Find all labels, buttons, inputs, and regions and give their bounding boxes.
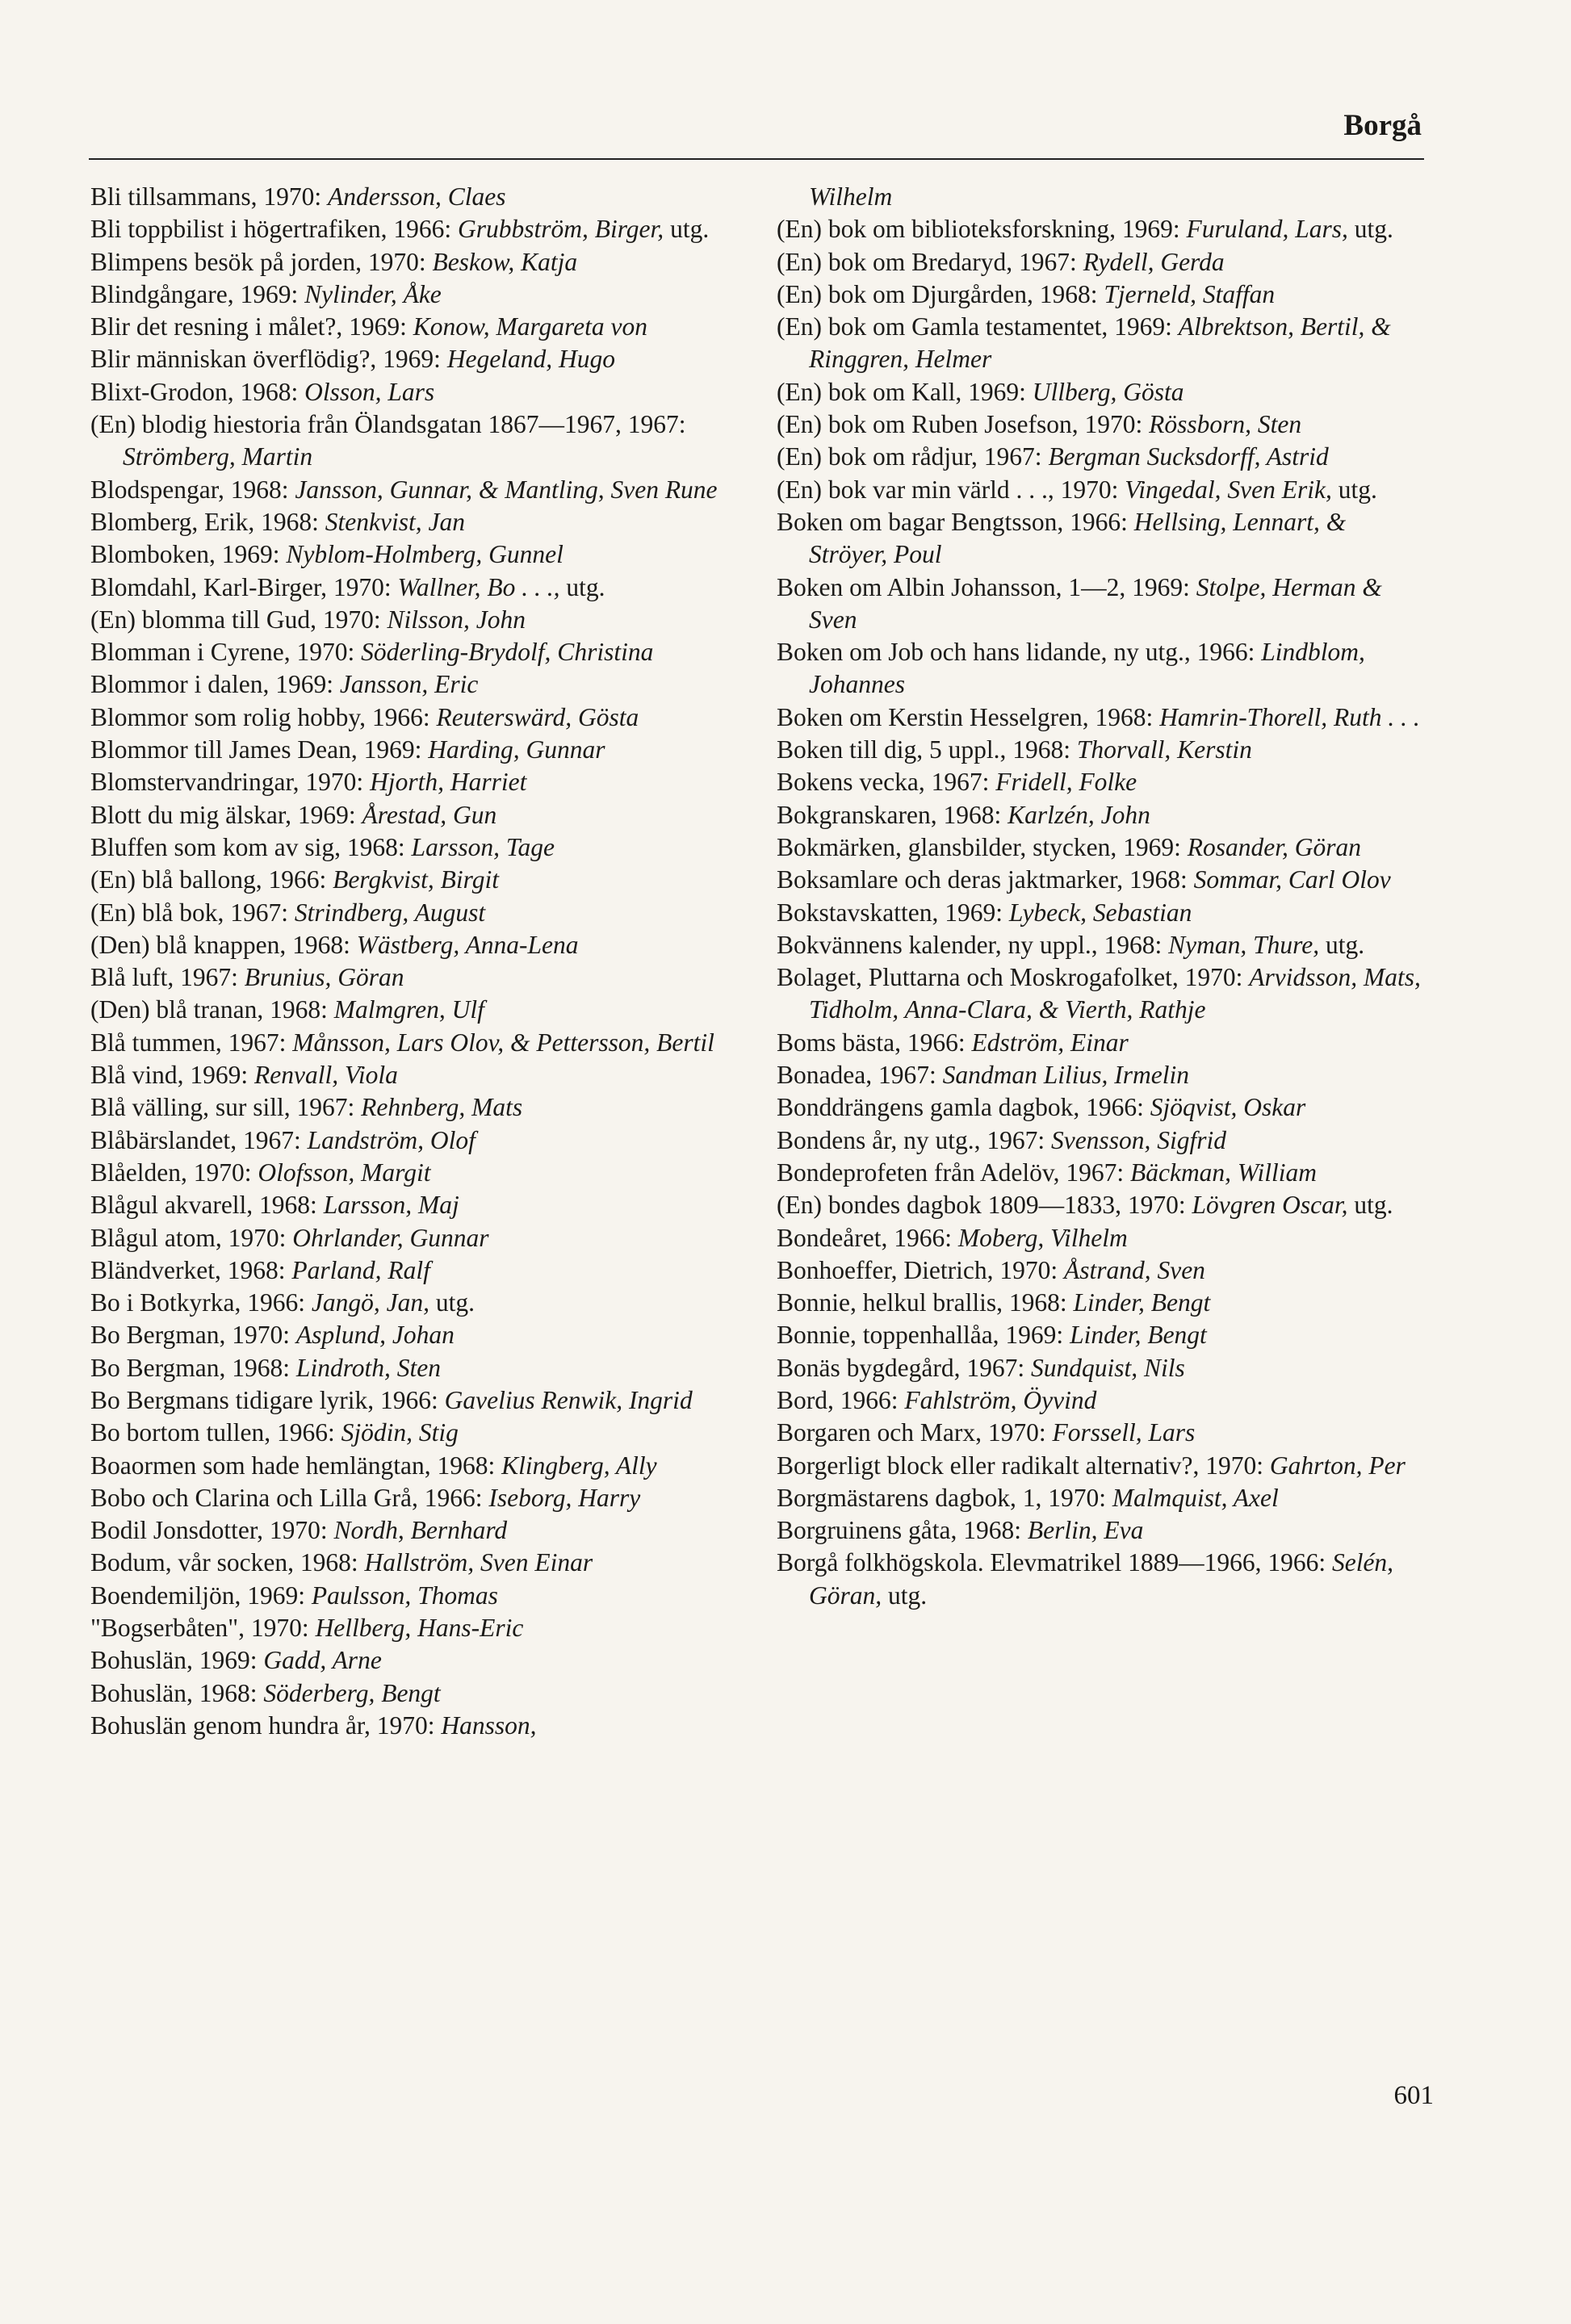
entry-title: Bo bortom tullen, 1966: [90, 1418, 341, 1447]
index-entry [90, 1287, 736, 1319]
header-rule [89, 158, 1424, 160]
index-entry [777, 636, 1422, 701]
entry-author: Hegeland, Hugo [446, 345, 616, 374]
index-entry [777, 572, 1422, 637]
entry-title: (En) bok var min värld . . ., 1970: [777, 475, 1125, 504]
entry-title: Blindgångare, 1969: [90, 279, 305, 308]
entry-title: Borgruinens gåta, 1968: [777, 1516, 1028, 1545]
index-entry [90, 897, 736, 929]
entry-author: Olsson, Lars [304, 377, 435, 406]
entry-author: Sundquist, Nils [1030, 1353, 1185, 1382]
index-entry [777, 408, 1422, 441]
entry-title: Bord, 1966: [777, 1385, 905, 1414]
index-entry [90, 572, 736, 604]
entry-title: Blåbärslandet, 1967: [90, 1125, 308, 1154]
entry-author: Gavelius Renwik, Ingrid [444, 1385, 693, 1414]
entry-author: Malmquist, Axel [1112, 1483, 1279, 1512]
entry-author: Bergman Sucksdorff, Astrid [1048, 442, 1329, 471]
entry-author: Rössborn, Sten [1149, 410, 1302, 439]
entry-title: Blågul atom, 1970: [90, 1223, 293, 1252]
entry-title: Bohuslän, 1968: [90, 1678, 264, 1707]
index-entry [90, 1059, 736, 1091]
entry-title: Boksamlare och deras jaktmarker, 1968: [777, 865, 1194, 894]
entry-author: Fridell, Folke [995, 768, 1137, 797]
index-entry [777, 897, 1422, 929]
entry-author: Malmgren, Ulf [333, 995, 484, 1024]
entry-author: Iseborg, Harry [488, 1483, 641, 1512]
entry-author: Selén, Göran, [809, 1548, 1394, 1610]
entry-title: Blomboken, 1969: [90, 540, 287, 569]
entry-author: Landström, Olof [307, 1125, 475, 1154]
entry-title: Bokvännens kalender, ny uppl., 1968: [777, 930, 1169, 959]
index-entry [777, 1157, 1422, 1189]
entry-author: Berlin, Eva [1027, 1516, 1144, 1545]
entry-title: Blomdahl, Karl-Birger, 1970: [90, 572, 398, 601]
index-entry [777, 474, 1422, 506]
index-entry [777, 1482, 1422, 1514]
index-entry [777, 1514, 1422, 1547]
index-entry [90, 408, 736, 474]
entry-title: Boken till dig, 5 uppl., 1968: [777, 735, 1077, 764]
index-entry [90, 1384, 736, 1417]
entry-author: Åstrand, Sven [1063, 1255, 1205, 1284]
index-entry [90, 474, 736, 506]
index-entry [777, 1124, 1422, 1157]
entry-title: Blågul akvarell, 1968: [90, 1191, 324, 1220]
entry-title: Borgå folkhögskola. Elevmatrikel 1889—1966, 1966: [777, 1548, 1332, 1577]
index-entry [777, 1027, 1422, 1059]
index-entry [90, 1612, 736, 1644]
entry-suffix: utg. [1331, 475, 1377, 504]
entry-title: Borgaren och Marx, 1970: [777, 1418, 1053, 1447]
entry-author: Paulsson, Thomas [311, 1581, 498, 1610]
entry-author: Beskow, Katja [432, 247, 578, 276]
entry-suffix: utg. [429, 1288, 475, 1317]
entry-title: Bluffen som kom av sig, 1968: [90, 832, 412, 861]
index-entry [90, 343, 736, 375]
index-entry [777, 1059, 1422, 1091]
index-entry [90, 636, 736, 668]
entry-author: Tjerneld, Staffan [1104, 279, 1276, 308]
index-entry [90, 1352, 736, 1384]
index-entry [777, 961, 1422, 1027]
entry-author: Larsson, Tage [411, 832, 555, 861]
index-entry [90, 213, 736, 245]
index-entry [90, 961, 736, 994]
entry-author: Larsson, Maj [323, 1191, 459, 1220]
index-entry [90, 1677, 736, 1710]
index-entry [777, 1091, 1422, 1124]
entry-title: Boken om Job och hans lidande, ny utg., 1966: [777, 638, 1262, 667]
entry-title: Bo Bergman, 1970: [90, 1321, 296, 1350]
index-entry [90, 831, 736, 864]
index-entry [90, 1417, 736, 1449]
right-column [777, 181, 1422, 1612]
entry-title: Blir det resning i målet?, 1969: [90, 312, 413, 341]
index-entry [777, 1450, 1422, 1482]
entry-author: Thorvall, Kerstin [1076, 735, 1252, 764]
index-entry [777, 311, 1422, 376]
index-entry [90, 1710, 736, 1742]
entry-suffix: utg. [664, 215, 710, 244]
entry-title: (En) bok om Kall, 1969: [777, 377, 1033, 406]
entry-title: Blixt-Grodon, 1968: [90, 377, 305, 406]
entry-author: Hellsing, Lennart, & Ströyer, Poul [809, 507, 1347, 569]
entry-suffix: utg. [1319, 930, 1365, 959]
entry-title: Bokmärken, glansbilder, stycken, 1969: [777, 832, 1188, 861]
index-entry [777, 701, 1422, 734]
entry-title: (En) bok om Gamla testamentet, 1969: [777, 312, 1179, 341]
index-entry [90, 929, 736, 961]
entry-title: Bonadea, 1967: [777, 1061, 943, 1090]
index-entry [777, 734, 1422, 766]
entry-title: Bli tillsammans, 1970: [90, 182, 329, 211]
entry-author: Söderling-Brydolf, Christina [361, 638, 654, 667]
entry-author: Rydell, Gerda [1083, 247, 1225, 276]
entry-title: Bländverket, 1968: [90, 1255, 292, 1284]
index-entry [90, 376, 736, 408]
index-entry [777, 246, 1422, 278]
entry-title: Blimpens besök på jorden, 1970: [90, 247, 433, 276]
entry-title: Bli toppbilist i högertrafiken, 1966: [90, 215, 458, 244]
entry-title: Blodspengar, 1968: [90, 475, 295, 504]
entry-author: Linder, Bengt [1070, 1321, 1207, 1350]
entry-author: Hellberg, Hans-Eric [315, 1614, 524, 1643]
entry-author: Karlzén, John [1008, 800, 1150, 829]
index-entry [90, 1091, 736, 1124]
entry-suffix: utg. [1347, 215, 1393, 244]
entry-author: Grubbström, Birger, [457, 215, 664, 244]
page-number: 601 [1393, 2081, 1434, 2110]
index-entry [90, 538, 736, 571]
entry-title: (En) blå bok, 1967: [90, 898, 295, 927]
index-entry [777, 1384, 1422, 1417]
entry-title: Bobo och Clarina och Lilla Grå, 1966: [90, 1483, 489, 1512]
entry-title: Boms bästa, 1966: [777, 1028, 972, 1057]
index-entry [90, 1482, 736, 1514]
entry-author: Ullberg, Gösta [1032, 377, 1184, 406]
entry-title: (Den) blå tranan, 1968: [90, 995, 334, 1024]
entry-title: (Den) blå knappen, 1968: [90, 930, 357, 959]
index-entry [90, 1514, 736, 1547]
entry-author: Svensson, Sigfrid [1050, 1125, 1226, 1154]
entry-author: Ohrlander, Gunnar [292, 1223, 489, 1252]
entry-author: Strömberg, Martin [123, 442, 313, 471]
entry-author: Hansson, [441, 1711, 537, 1740]
index-entry [90, 1644, 736, 1677]
entry-author: Asplund, Johan [295, 1321, 455, 1350]
entry-author: Sjöqvist, Oskar [1150, 1093, 1306, 1122]
entry-title: Bodum, vår socken, 1968: [90, 1548, 365, 1577]
entry-author: Hamrin-Thorell, Ruth . . . [1159, 702, 1420, 731]
entry-author: Lövgren Oscar, [1192, 1191, 1348, 1220]
entry-title: Bohuslän, 1969: [90, 1646, 264, 1675]
entry-author: Renvall, Viola [254, 1061, 398, 1090]
entry-author: Lindblom, Johannes [809, 638, 1365, 699]
entry-author: Andersson, Claes [328, 182, 506, 211]
entry-title: Blir människan överflödig?, 1969: [90, 345, 447, 374]
index-entry [90, 766, 736, 798]
entry-author: Gadd, Arne [263, 1646, 382, 1675]
index-entry [90, 668, 736, 701]
entry-title: Borgmästarens dagbok, 1, 1970: [777, 1483, 1112, 1512]
entry-author: Moberg, Vilhelm [957, 1223, 1128, 1252]
entry-author: Nyblom-Holmberg, Gunnel [286, 540, 563, 569]
entry-title: (En) blomma till Gud, 1970: [90, 605, 388, 634]
entry-author: Vingedal, Sven Erik, [1125, 475, 1332, 504]
entry-title: Bokstavskatten, 1969: [777, 898, 1009, 927]
index-entry [90, 994, 736, 1026]
entry-title: Blomman i Cyrene, 1970: [90, 638, 362, 667]
index-entry [777, 831, 1422, 864]
index-entry [777, 278, 1422, 311]
index-entry [777, 506, 1422, 572]
entry-title: Bolaget, Pluttarna och Moskrogafolket, 1970: [777, 963, 1250, 992]
entry-author: Rosander, Göran [1187, 832, 1362, 861]
entry-author: Stolpe, Herman & Sven [809, 572, 1382, 634]
entry-title: Bonäs bygdegård, 1967: [777, 1353, 1031, 1382]
entry-title: (En) blodig hiestoria från Ölandsgatan 1867—1967, 1967: [90, 410, 686, 439]
entry-author: Strindberg, August [294, 898, 486, 927]
index-entry [90, 1547, 736, 1579]
entry-author: Jansson, Gunnar, & Mantling, Sven Rune [295, 475, 718, 504]
entry-author: Reuterswärd, Gösta [436, 702, 639, 731]
index-entry [777, 929, 1422, 961]
entry-author: Forssell, Lars [1052, 1418, 1196, 1447]
entry-title: Bonnie, toppenhallåa, 1969: [777, 1321, 1070, 1350]
index-entry [90, 1222, 736, 1254]
entry-author: Klingberg, Ally [501, 1451, 657, 1480]
index-entry [90, 1450, 736, 1482]
index-entry [777, 1352, 1422, 1384]
entry-title: Bo Bergman, 1968: [90, 1353, 296, 1382]
index-entry [90, 1189, 736, 1221]
entry-author: Fahlström, Öyvind [904, 1385, 1097, 1414]
index-entry [777, 766, 1422, 798]
entry-title: Blå vind, 1969: [90, 1061, 254, 1090]
running-head: Borgå [1343, 109, 1422, 142]
left-column [90, 181, 736, 1742]
entry-author: Olofsson, Margit [258, 1158, 431, 1187]
entry-author: Wallner, Bo . . ., [397, 572, 560, 601]
entry-title: Bondens år, ny utg., 1967: [777, 1125, 1051, 1154]
entry-title: (En) bok om Bredaryd, 1967: [777, 247, 1083, 276]
entry-title: Bokens vecka, 1967: [777, 768, 996, 797]
entry-title: Borgerligt block eller radikalt alternativ?, 1970: [777, 1451, 1270, 1480]
entry-title: (En) bok om rådjur, 1967: [777, 442, 1049, 471]
entry-author: Jangö, Jan, [311, 1288, 429, 1317]
index-entry [90, 604, 736, 636]
entry-title: (En) bok om Djurgården, 1968: [777, 279, 1104, 308]
entry-suffix: utg. [1347, 1191, 1393, 1220]
index-entry [90, 864, 736, 896]
entry-title: Boaormen som hade hemlängtan, 1968: [90, 1451, 502, 1480]
index-entry [777, 213, 1422, 245]
entry-author: Linder, Bengt [1073, 1288, 1211, 1317]
entry-title: Boendemiljön, 1969: [90, 1581, 312, 1610]
entry-author: Sjödin, Stig [341, 1418, 459, 1447]
entry-suffix: utg. [559, 572, 605, 601]
index-entry [777, 1287, 1422, 1319]
index-entry [777, 1547, 1422, 1612]
index-entry [90, 278, 736, 311]
entry-title: Boken om Kerstin Hesselgren, 1968: [777, 702, 1160, 731]
entry-title: Bonhoeffer, Dietrich, 1970: [777, 1255, 1064, 1284]
index-entry [777, 1254, 1422, 1287]
entry-author: Harding, Gunnar [428, 735, 605, 764]
entry-title: Boken om Albin Johansson, 1—2, 1969: [777, 572, 1196, 601]
entry-author: Brunius, Göran [244, 963, 404, 992]
index-entry [90, 181, 736, 213]
entry-author: Månsson, Lars Olov, & Pettersson, Bertil [292, 1028, 714, 1057]
entry-author: Nylinder, Åke [304, 279, 442, 308]
entry-author: Söderberg, Bengt [263, 1678, 441, 1707]
entry-author: Sommar, Carl Olov [1193, 865, 1391, 894]
entry-title: Blommor som rolig hobby, 1966: [90, 702, 437, 731]
entry-author: Bäckman, William [1129, 1158, 1317, 1187]
entry-title: (En) bondes dagbok 1809—1833, 1970: [777, 1191, 1192, 1220]
entry-author: Parland, Ralf [291, 1255, 430, 1284]
entry-author: Stenkvist, Jan [325, 507, 465, 536]
entry-title: Bondeåret, 1966: [777, 1223, 958, 1252]
index-entry [90, 1124, 736, 1157]
entry-author: Furuland, Lars, [1186, 215, 1348, 244]
entry-title: Bohuslän genom hundra år, 1970: [90, 1711, 442, 1740]
entry-author: Hjorth, Harriet [370, 768, 527, 797]
index-entry [90, 734, 736, 766]
entry-title: Blåelden, 1970: [90, 1158, 258, 1187]
entry-author: Sandman Lilius, Irmelin [942, 1061, 1189, 1090]
index-entry [90, 701, 736, 734]
entry-title: "Bogserbåten", 1970: [90, 1614, 316, 1643]
index-entry [90, 1580, 736, 1612]
entry-title: Bodil Jonsdotter, 1970: [90, 1516, 334, 1545]
entry-title: Bo i Botkyrka, 1966: [90, 1288, 312, 1317]
index-entry [90, 1027, 736, 1059]
entry-title: (En) blå ballong, 1966: [90, 865, 333, 894]
entry-suffix: utg. [882, 1581, 928, 1610]
index-entry [777, 864, 1422, 896]
index-entry [777, 1189, 1422, 1221]
index-entry [777, 1222, 1422, 1254]
index-entry [90, 246, 736, 278]
entry-title: Blommor till James Dean, 1969: [90, 735, 429, 764]
index-entry [777, 376, 1422, 408]
entry-author: Rehnberg, Mats [361, 1093, 523, 1122]
entry-title: Boken om bagar Bengtsson, 1966: [777, 507, 1134, 536]
entry-title: Blott du mig älskar, 1969: [90, 800, 362, 829]
entry-title: Bo Bergmans tidigare lyrik, 1966: [90, 1385, 445, 1414]
index-entry [90, 1319, 736, 1351]
entry-author: Nilsson, John [387, 605, 526, 634]
entry-title: Blå välling, sur sill, 1967: [90, 1093, 362, 1122]
entry-author: Lybeck, Sebastian [1008, 898, 1192, 927]
entry-author: Bergkvist, Birgit [333, 865, 499, 894]
index-entry [777, 799, 1422, 831]
entry-author: Gahrton, Per [1269, 1451, 1406, 1480]
entry-author: Arvidsson, Mats, Tidholm, Anna-Clara, & Vierth, Rathje [809, 963, 1421, 1024]
index-entry [777, 1417, 1422, 1449]
index-entry [90, 1254, 736, 1287]
entry-author: Nordh, Bernhard [333, 1516, 508, 1545]
entry-author: Konow, Margareta von [413, 312, 647, 341]
continuation-line: Wilhelm [809, 182, 893, 211]
entry-title: Blå luft, 1967: [90, 963, 245, 992]
index-entry [777, 441, 1422, 473]
entry-title: Bonddrängens gamla dagbok, 1966: [777, 1093, 1150, 1122]
entry-title: Blommor i dalen, 1969: [90, 670, 340, 699]
entry-title: Bondeprofeten från Adelöv, 1967: [777, 1158, 1130, 1187]
entry-author: Jansson, Eric [339, 670, 479, 699]
entry-title: (En) bok om biblioteksforskning, 1969: [777, 215, 1187, 244]
index-entry [90, 799, 736, 831]
index-entry [90, 1157, 736, 1189]
entry-author: Albrektson, Bertil, & Ringgren, Helmer [809, 312, 1391, 374]
entry-title: Bonnie, helkul brallis, 1968: [777, 1288, 1074, 1317]
entry-author: Nyman, Thure, [1168, 930, 1320, 959]
entry-author: Wästberg, Anna-Lena [356, 930, 579, 959]
entry-author: Årestad, Gun [362, 800, 497, 829]
entry-title: (En) bok om Ruben Josefson, 1970: [777, 410, 1150, 439]
index-entry [90, 311, 736, 343]
entry-author: Hallström, Sven Einar [364, 1548, 593, 1577]
entry-title: Bokgranskaren, 1968: [777, 800, 1008, 829]
entry-title: Blå tummen, 1967: [90, 1028, 293, 1057]
entry-title: Blomberg, Erik, 1968: [90, 507, 325, 536]
entry-author: Lindroth, Sten [295, 1353, 442, 1382]
index-entry [777, 1319, 1422, 1351]
entry-title: Blomstervandringar, 1970: [90, 768, 371, 797]
index-entry [90, 506, 736, 538]
entry-author: Edström, Einar [971, 1028, 1129, 1057]
